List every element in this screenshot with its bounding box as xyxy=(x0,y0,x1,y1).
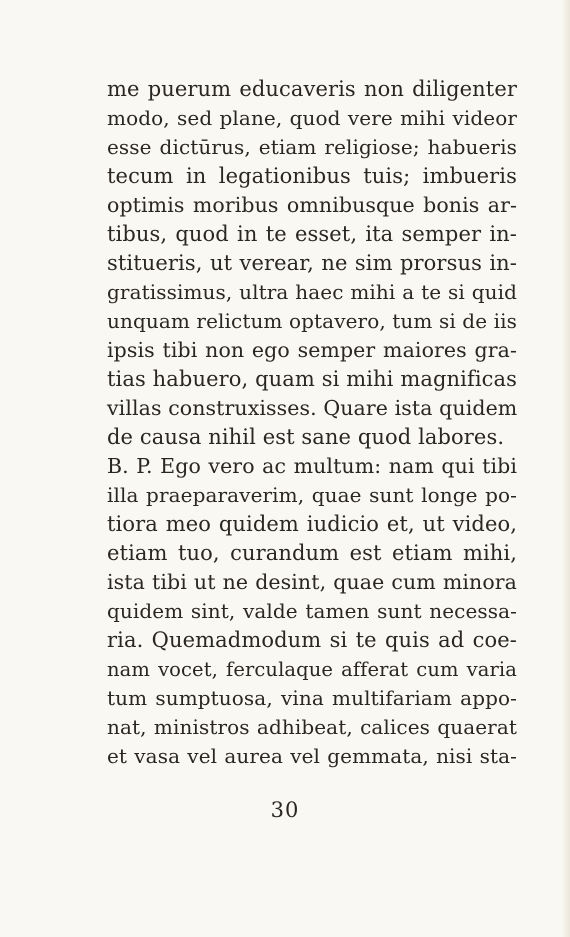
text-line: ipsis tibi non ego semper maiores gra- xyxy=(107,338,517,362)
text-line: ista tibi ut ne desint, quae cum minora xyxy=(107,570,517,594)
text-line: esse dictūrus, etiam religiose; habueris xyxy=(107,135,517,159)
text-line: tiora meo quidem iudicio et, ut video, xyxy=(107,512,517,536)
text-line: illa praeparaverim, quae sunt longe po- xyxy=(107,483,517,507)
text-line: tecum in legationibus tuis; imbueris xyxy=(107,164,517,188)
page-edge-shadow xyxy=(562,0,570,937)
text-line: tum sumptuosa, vina multifariam appo- xyxy=(107,686,517,710)
text-line: optimis moribus omnibusque bonis ar- xyxy=(107,193,517,217)
text-line: tias habuero, quam si mihi magnificas xyxy=(107,367,517,391)
text-line: nam vocet, ferculaque afferat cum varia xyxy=(107,658,517,681)
text-line: unquam relictum optavero, tum si de iis xyxy=(107,309,517,333)
text-line: gratissimus, ultra haec mihi a te si quid xyxy=(107,280,517,304)
text-line: quidem sint, valde tamen sunt necessa- xyxy=(107,599,517,623)
text-line: me puerum educaveris non diligenter xyxy=(107,77,517,101)
text-line: tibus, quod in te esset, ita semper in- xyxy=(107,222,517,246)
text-line: etiam tuo, curandum est etiam mihi, xyxy=(107,541,517,565)
text-line: et vasa vel aurea vel gemmata, nisi sta- xyxy=(107,744,517,768)
text-line: stitueris, ut verear, ne sim prorsus in- xyxy=(107,251,517,275)
text-line: modo, sed plane, quod vere mihi videor xyxy=(107,106,517,130)
body-text xyxy=(107,75,517,771)
text-line: de causa nihil est sane quod labores. xyxy=(107,425,505,449)
text-line: B. P. Ego vero ac multum: nam qui tibi xyxy=(107,454,517,478)
page-number: 30 xyxy=(270,798,300,822)
text-line: villas construxisses. Quare ista quidem xyxy=(107,396,518,420)
text-line: ria. Quemadmodum si te quis ad coe- xyxy=(107,628,517,652)
text-line: nat, ministros adhibeat, calices quaerat xyxy=(107,715,517,739)
